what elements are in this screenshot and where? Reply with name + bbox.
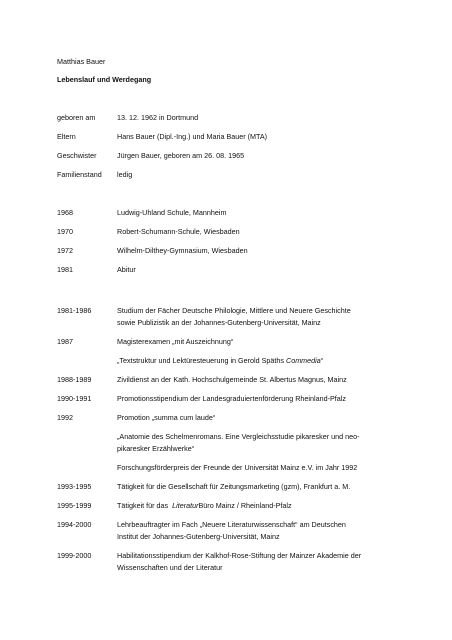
school-entry: Ludwig-Uhland Schule, Mannheim <box>117 208 227 217</box>
label-parents: Eltern <box>57 132 76 141</box>
zivildienst-entry: Zivildienst an der Kath. Hochschulgemeinde St. Albertus Magnus, Mainz <box>117 375 347 384</box>
school-entry: Abitur <box>117 265 136 274</box>
habil-line-1: Habilitationsstipendium der Kalkhof-Rose-Stiftung der Mainzer Akademie der <box>117 551 362 560</box>
lehrauftrag-line-1: Lehrbeauftragter im Fach „Neuere Literaturwissenschaft“ am Deutschen <box>117 520 346 529</box>
value-siblings: Jürgen Bauer, geboren am 26. 08. 1965 <box>117 151 245 160</box>
habil-years: 1999-2000 <box>57 551 92 560</box>
promotion-entry: Promotion „summa cum laude“ <box>117 413 216 422</box>
literaturbuero-years: 1995-1999 <box>57 501 92 510</box>
gzm-years: 1993-1995 <box>57 482 92 491</box>
study-year: 1981-1986 <box>57 306 92 315</box>
school-year: 1972 <box>57 246 73 255</box>
value-parents: Hans Bauer (Dipl.-Ing.) und Maria Bauer (MTA) <box>117 132 268 141</box>
school-year: 1970 <box>57 227 73 236</box>
thesis-italic-title: Commedia <box>286 356 321 365</box>
author-name: Matthias Bauer <box>57 57 106 66</box>
study-line-2: sowie Publizistik an der Johannes-Gutenberg-Universität, Mainz <box>117 318 321 327</box>
label-siblings: Geschwister <box>57 151 97 160</box>
value-birth: 13. 12. 1962 in Dortmund <box>117 113 199 122</box>
stipendium-entry: Promotionsstipendium der Landesgraduiertenförderung Rheinland-Pfalz <box>117 394 346 403</box>
stipendium-year: 1990-1991 <box>57 394 92 403</box>
school-entry: Wilhelm-Dilthey-Gymnasium, Wiesbaden <box>117 246 248 255</box>
label-marital: Familienstand <box>57 170 102 179</box>
magister-exam: Magisterexamen „mit Auszeichnung“ <box>117 337 234 346</box>
magister-year: 1987 <box>57 337 73 346</box>
zivildienst-year: 1988-1989 <box>57 375 92 384</box>
lehrauftrag-years: 1994-2000 <box>57 520 92 529</box>
lehrauftrag-line-2: Institut der Johannes-Gutenberg-Universität, Mainz <box>117 532 280 541</box>
school-year: 1968 <box>57 208 73 217</box>
dissertation-line-1: „Anatomie des Schelmenromans. Eine Vergleichsstudie pikaresker und neo- <box>117 432 360 441</box>
study-line-1: Studium der Fächer Deutsche Philologie, Mittlere und Neuere Geschichte <box>117 306 351 315</box>
habil-line-2: Wissenschaften und der Literatur <box>117 563 223 572</box>
value-marital: ledig <box>117 170 133 179</box>
literaturbuero-entry <box>117 500 292 511</box>
magister-thesis <box>117 355 323 366</box>
literaturbuero-italic: Literatur <box>172 501 199 510</box>
gzm-entry: Tätigkeit für die Gesellschaft für Zeitungsmarketing (gzm), Frankfurt a. M. <box>117 482 351 491</box>
research-prize: Forschungsförderpreis der Freunde der Universität Mainz e.V. im Jahr 1992 <box>117 463 358 472</box>
dissertation-line-2: pikaresker Erzählwerke“ <box>117 444 195 453</box>
page-title: Lebenslauf und Werdegang <box>57 75 152 84</box>
literaturbuero-suffix: Büro Mainz / Rheinland-Pfalz <box>198 501 292 510</box>
school-year: 1981 <box>57 265 73 274</box>
school-entry: Robert-Schumann-Schule, Wiesbaden <box>117 227 240 236</box>
thesis-text: „Textstruktur und Lektüresteuerung in Gerold Späths <box>117 356 286 365</box>
literaturbuero-text: Tätigkeit für das <box>117 501 173 510</box>
label-birth: geboren am <box>57 113 96 122</box>
promotion-year: 1992 <box>57 413 73 422</box>
thesis-close-quote: “ <box>320 356 324 365</box>
